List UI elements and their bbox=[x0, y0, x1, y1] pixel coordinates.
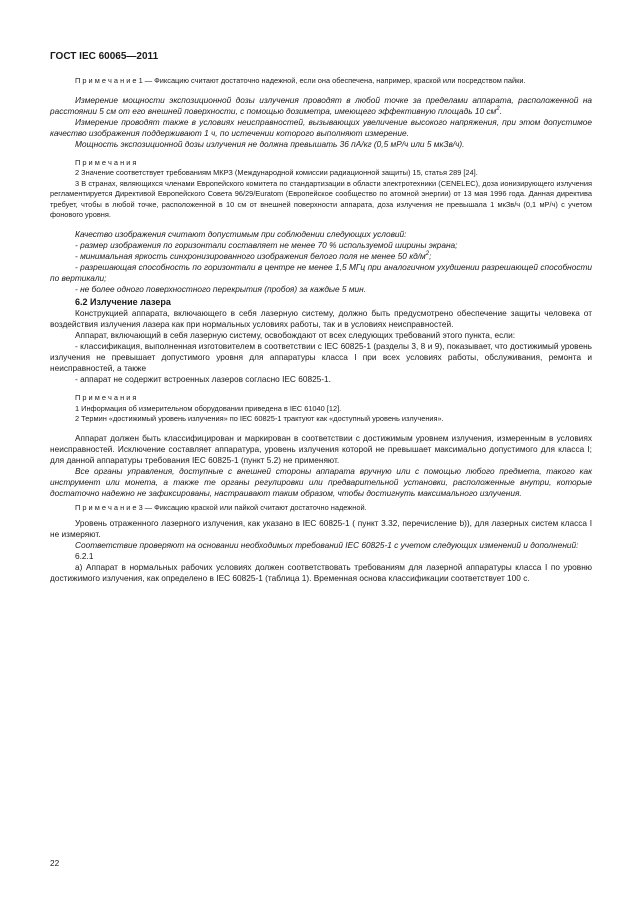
note-3: 3 В странах, являющихся членами Европейского комитета по стандартизации в области электротехники (CENELEC), доза ионизирующего излучения регламентируется Директивой Европейского Совета 96/29/Euratom (Европейское сообщество по атомной энергии) от 13 мая 1996 года. Данная директива требует, чтобы в любой точке, расположенной в 10 см от внешней поверхности аппарата, доза излучения не превышала 1 мкЗв/ч (0,1 мР/ч) с учетом фонового уровня. bbox=[50, 178, 592, 220]
standard-header: ГОСТ IEC 60065—2011 bbox=[50, 51, 159, 62]
quality-condition-4: - не более одного поверхностного перекрытия (пробоя) за каждые 5 мин. bbox=[75, 284, 367, 295]
power-paragraph: Мощность экспозиционной дозы излучения не должна превышать 36 пА/кг (0,5 мР/ч или 5 мкЗв/ч). bbox=[75, 138, 465, 149]
quality-condition-2-text: - минимальная яркость синхронизированного изображения белого поля не менее 50 кд/м bbox=[75, 251, 426, 262]
section-heading: 6.2 Излучение лазера bbox=[75, 296, 171, 307]
laser-note-1: 1 Информация об измерительном оборудовании приведена в IEC 61040 [12]. bbox=[75, 403, 342, 413]
laser-note-2: 2 Термин «достижимый уровень излучения» по IEC 60825-1 трактуют как «доступный уровень излучения». bbox=[75, 414, 444, 424]
note-3-label: П р и м е ч а н и е bbox=[75, 503, 137, 513]
quality-condition-1: - размер изображения по горизонтали составляет не менее 70 % используемой ширины экрана; bbox=[75, 240, 458, 251]
quality-intro: Качество изображения считают допустимым при соблюдении следующих условий: bbox=[75, 228, 407, 239]
quality-condition-2-sup: 2 bbox=[425, 251, 430, 258]
reflected-paragraph: Уровень отраженного лазерного излучения, как указано в IEC 60825-1 ( пункт 3.32, перечисление b)), для лазерных систем класса I не измеряют. bbox=[50, 517, 592, 539]
quality-condition-2-end: ; bbox=[429, 251, 432, 262]
laser-paragraph-1: Конструкцией аппарата, включающего в себя лазерную систему, должно быть предусмотрено обеспечение защиты человека от воздействия излучения лазера как при нормальных условиях работы, так и в условиях неисправностей. bbox=[50, 307, 592, 329]
measurement-text: Измерение мощности экспозиционной дозы излучения проводят в любой точке за пределами аппарата, расположенной на расстоянии 5 см от его внешней поверхности, с помощью дозиметра, имеющего эффективную площадь 10 см bbox=[50, 94, 592, 116]
quality-condition-3: - разрешающая способность по горизонтали в центре не менее 1,5 МГц при аналогичном ухудшении разрешающей способности по вертикали; bbox=[50, 262, 592, 284]
fault-paragraph: Измерение проводят также в условиях неисправностей, вызывающих увеличение высокого напряжения, при этом допустимое качество изображения поддерживают 1 ч, по истечении которого выполняют измерение. bbox=[50, 116, 592, 138]
quality-condition-2 bbox=[50, 251, 592, 262]
measurement-paragraph bbox=[50, 95, 592, 117]
classification-paragraph: Аппарат должен быть классифицирован и маркирован в соответствии с достижимым уровнем излучения, измеренным в условиях неисправностей. Исключение составляет аппаратура, уровень излучения которой не превышает максимально допустимого для класса I; для данной аппаратуры требования IEC 60825-1 (пункт 5.2) не применяют. bbox=[50, 432, 592, 465]
note-1-text: 1 — Фиксацию считают достаточно надежной, если она обеспечена, например, краской или посредством пайки. bbox=[138, 76, 526, 85]
note-1-label: П р и м е ч а н и е bbox=[75, 76, 137, 85]
note-2: 2 Значение соответствует требованиям МКРЗ (Международной комиссии радиационной защиты) 15, статья 289 [24]. bbox=[75, 168, 478, 178]
note-1 bbox=[50, 76, 592, 87]
laser-paragraph-4: - аппарат не содержит встроенных лазеров согласно IEC 60825-1. bbox=[75, 374, 331, 385]
laser-paragraph-3: - классификация, выполненная изготовителем в соответствии с IEC 60825-1 (разделы 3, 8 и 9), показывает, что достижимый уровень излучения не превышает допустимого уровня для аппаратуры класса I при всех условиях работы, обслуживания, ремонта и неисправностей, а также bbox=[50, 340, 592, 373]
laser-paragraph-2: Аппарат, включающий в себя лазерную систему, освобождают от всех следующих требований этого пункта, если: bbox=[75, 329, 516, 340]
clause-a-paragraph: а) Аппарат в нормальных рабочих условиях должен соответствовать требованиям для лазерной аппаратуры класса I по уровню достижимого излучения, как определено в IEC 60825-1 (таблица 1). Временная основа классификации соответствует 100 с. bbox=[50, 562, 592, 584]
measurement-end: . bbox=[499, 105, 502, 116]
note-3-text: 3 — Фиксацию краской или пайкой считают достаточно надежной. bbox=[138, 503, 367, 513]
compliance-paragraph: Соответствие проверяют на основании необходимых требований IEC 60825-1 с учетом следующих изменений и дополнений: bbox=[75, 539, 579, 550]
notes-2-3-label: П р и м е ч а н и я bbox=[75, 157, 137, 167]
measurement-sup: 2 bbox=[496, 105, 500, 112]
page-number: 22 bbox=[50, 858, 60, 868]
note-3-paint bbox=[50, 503, 592, 514]
clause-number: 6.2.1 bbox=[75, 551, 94, 562]
page-body bbox=[50, 76, 592, 584]
controls-paragraph: Все органы управления, доступные с внешней стороны аппарата вручную или с помощью любого предмета, такого как инструмент или монета, а также те органы регулировки или предварительной установки, расположенные внутри, которые достаточно надежно не зафиксированы, настраивают таким образом, чтобы достигнуть максимального излучения. bbox=[50, 465, 592, 499]
laser-notes-label: П р и м е ч а н и я bbox=[75, 393, 137, 403]
